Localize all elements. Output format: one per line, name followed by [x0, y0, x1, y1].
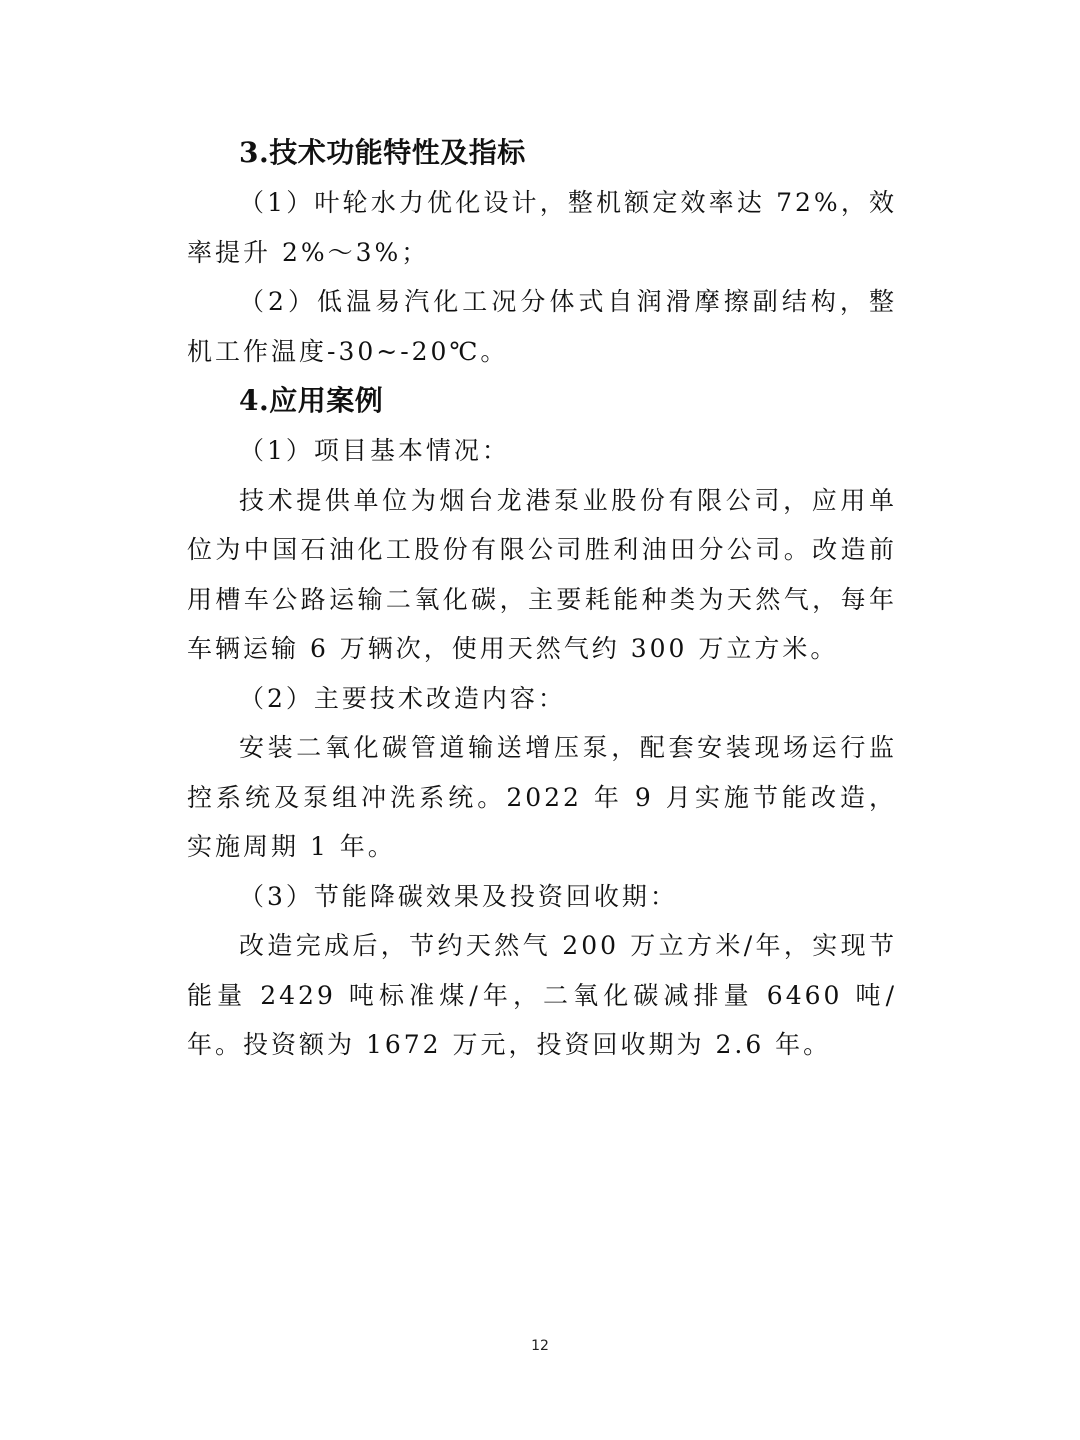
section-heading-technical-features: 3.技术功能特性及指标 [239, 136, 526, 169]
paragraph-retrofit-content-title: （2）主要技术改造内容： [239, 683, 566, 713]
paragraph-retrofit-content: 安装二氧化碳管道输送增压泵，配套安装现场运行监控系统及泵组冲洗系统。2022 年 9 月实施节能改造，实施周期 1 年。 [187, 733, 897, 861]
paragraph-low-temperature-structure: （2）低温易汽化工况分体式自润滑摩擦副结构，整机工作温度-30~-20℃。 [187, 287, 897, 366]
paragraph-project-basics-title: （1）项目基本情况： [239, 436, 510, 465]
page-number: 12 [531, 1338, 549, 1354]
section-heading-application-case: 4.应用案例 [239, 384, 384, 417]
paragraph-impeller-efficiency: （1）叶轮水力优化设计，整机额定效率达 72%，效率提升 2%～3%； [187, 188, 897, 267]
document-body [187, 128, 897, 1070]
paragraph-project-basics: 技术提供单位为烟台龙港泵业股份有限公司，应用单位为中国石油化工股份有限公司胜利油田分公司。改造前用槽车公路运输二氧化碳，主要耗能种类为天然气，每年车辆运输 6 万辆次，使用天然气约 300 万立方米。 [187, 485, 897, 663]
paragraph-energy-saving-title: （3）节能降碳效果及投资回收期： [239, 881, 678, 911]
paragraph-energy-saving: 改造完成后，节约天然气 200 万立方米/年，实现节能量 2429 吨标准煤/年，二氧化碳减排量 6460 吨/年。投资额为 1672 万元，投资回收期为 2.6 年。 [187, 931, 897, 1059]
